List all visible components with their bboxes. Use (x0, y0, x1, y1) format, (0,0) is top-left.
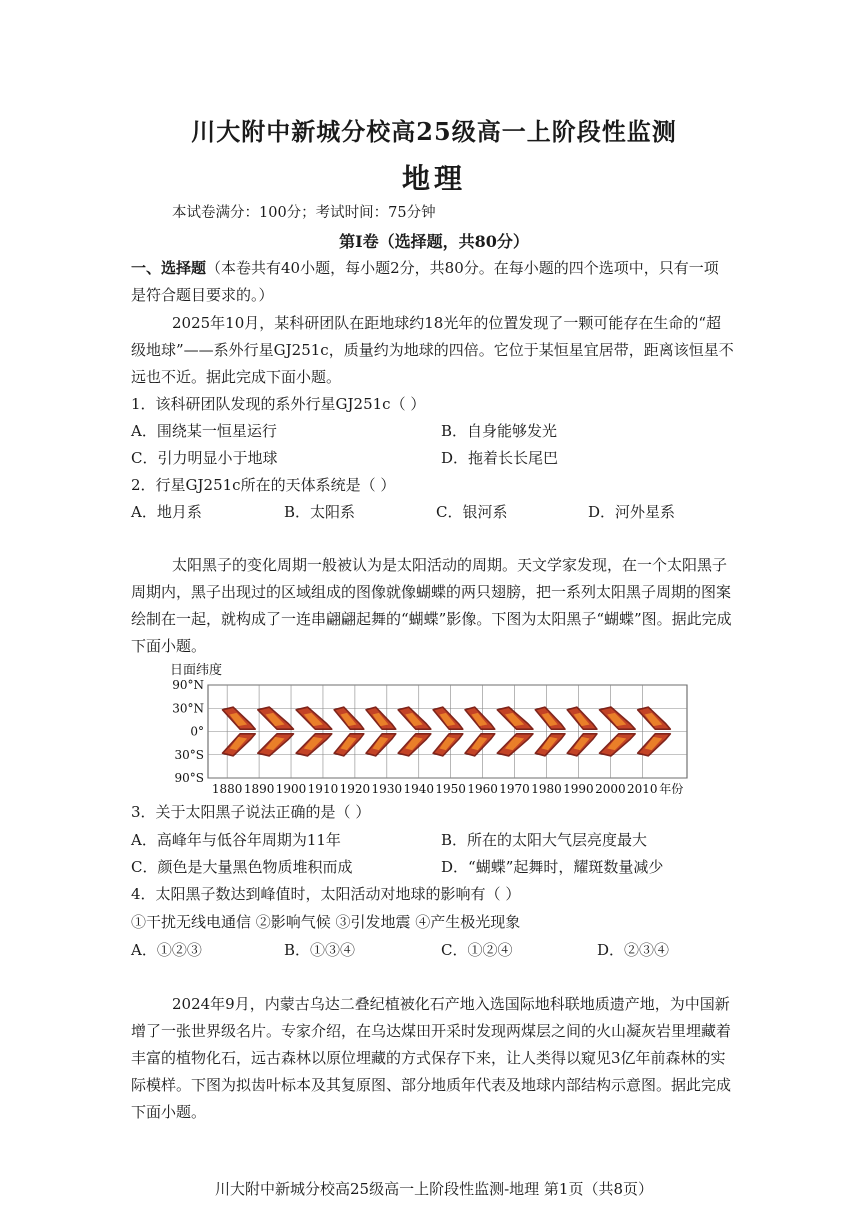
question-2-option-c[interactable]: C．银河系 (436, 503, 508, 521)
section-intro-line-1 (131, 257, 719, 278)
question-3-option-d[interactable]: D．“蝴蝶”起舞时，耀斑数量减少 (441, 858, 664, 876)
question-2-option-a[interactable]: A．地月系 (131, 503, 202, 521)
y-tick-label-2: 0° (190, 724, 204, 739)
passage-3-line-2: 增了一张世界级名片。专家介绍，在乌达煤田开采时发现两煤层之间的火山凝灰岩里埋藏着 (131, 1022, 732, 1040)
x-tick-label-2: 1900 (275, 782, 307, 796)
question-1-option-b[interactable]: B．自身能够发光 (441, 422, 558, 440)
question-1-option-a[interactable]: A．围绕某一恒星运行 (131, 422, 277, 440)
passage-3-line-4: 际模样。下图为拟齿叶标本及其复原图、部分地质年代表及地球内部结构示意图。据此完成 (131, 1076, 732, 1094)
section-label: 一、选择题 (131, 259, 207, 277)
x-tick-label-11: 1990 (563, 782, 594, 796)
y-axis-label: 日面纬度 (170, 663, 223, 678)
question-4-option-b[interactable]: B．①③④ (284, 941, 356, 959)
x-tick-label-4: 1920 (339, 782, 371, 796)
x-tick-label-5: 1930 (371, 782, 403, 796)
y-tick-label-0: 90°N (172, 678, 204, 692)
passage-2-line-1: 太阳黑子的变化周期一般被认为是太阳活动的周期。天文学家发现，在一个太阳黑子 (172, 556, 728, 574)
x-tick-label-7: 1950 (435, 782, 466, 796)
x-tick-label-6: 1940 (403, 782, 435, 796)
passage-1-line-1: 2025年10月，某科研团队在距地球约18光年的位置发现了一颗可能存在生命的“超 (172, 314, 722, 332)
y-tick-label-1: 30°N (172, 701, 204, 716)
x-tick-label-10: 1980 (531, 782, 562, 796)
question-2-option-d[interactable]: D．河外星系 (588, 503, 676, 521)
passage-3-line-3: 丰富的植物化石，远古森林以原位埋藏的方式保存下来，让人类得以窥见3亿年前森林的实 (131, 1049, 726, 1067)
question-3-option-a[interactable]: A．高峰年与低谷年周期为11年 (131, 831, 341, 849)
question-2-stem: 2．行星GJ251c所在的天体系统是（ ） (131, 476, 396, 494)
x-tick-label-9: 1970 (499, 782, 530, 796)
x-axis-unit: 年份 (659, 782, 684, 796)
question-3-option-b[interactable]: B．所在的太阳大气层亮度最大 (441, 831, 648, 849)
passage-2-line-2: 周期内，黑子出现过的区域组成的图像就像蝴蝶的两只翅膀，把一系列太阳黑子周期的图案 (131, 583, 732, 601)
y-tick-label-4: 90°S (174, 771, 204, 785)
passage-2-line-4: 下面小题。 (131, 637, 207, 655)
question-4-stem: 4．太阳黑子数达到峰值时，太阳活动对地球的影响有（ ） (131, 885, 521, 903)
section-heading: 第Ⅰ卷（选择题，共80分） (339, 232, 529, 251)
subject-title: 地理 (401, 162, 466, 195)
x-tick-label-13: 2010 (627, 782, 658, 796)
question-1-option-c[interactable]: C．引力明显小于地球 (131, 449, 278, 467)
page-footer: 川大附中新城分校高25级高一上阶段性监测-地理 第1页（共8页） (214, 1180, 653, 1198)
question-4-items: ①干扰无线电通信 ②影响气候 ③引发地震 ④产生极光现象 (131, 913, 521, 931)
exam-info: 本试卷满分：100分；考试时间：75分钟 (172, 205, 436, 221)
passage-1-line-3: 远也不近。据此完成下面小题。 (131, 368, 342, 386)
x-tick-label-1: 1890 (243, 782, 275, 796)
x-tick-label-12: 2000 (595, 782, 626, 796)
question-2-option-b[interactable]: B．太阳系 (284, 503, 356, 521)
question-4-option-a[interactable]: A．①②③ (131, 941, 202, 959)
exam-title: 川大附中新城分校高25级高一上阶段性监测 (191, 117, 677, 146)
question-1-option-d[interactable]: D．拖着长长尾巴 (441, 449, 559, 467)
passage-3-line-5: 下面小题。 (131, 1103, 207, 1121)
passage-1-line-2: 级地球”——系外行星GJ251c，质量约为地球的四倍。它位于某恒星宜居带，距离该恒星不 (131, 341, 734, 359)
x-tick-label-0: 1880 (211, 782, 243, 796)
y-tick-label-3: 30°S (174, 747, 204, 762)
question-3-stem: 3．关于太阳黑子说法正确的是（ ） (131, 803, 371, 821)
passage-3-line-1: 2024年9月，内蒙古乌达二叠纪植被化石产地入选国际地科联地质遗产地，为中国新 (172, 995, 730, 1013)
section-intro-text: （本卷共有40小题，每小题2分，共80分。在每小题的四个选项中，只有一项 (206, 259, 719, 277)
butterfly-diagram (160, 660, 720, 800)
question-4-option-d[interactable]: D．②③④ (597, 941, 670, 959)
question-3-option-c[interactable]: C．颜色是大量黑色物质堆积而成 (131, 858, 353, 876)
question-1-stem: 1．该科研团队发现的系外行星GJ251c（ ） (131, 395, 426, 413)
x-tick-label-8: 1960 (467, 782, 498, 796)
butterfly-chart-svg (160, 660, 720, 800)
section-intro-line-2: 是符合题目要求的。） (131, 286, 274, 304)
question-4-option-c[interactable]: C．①②④ (441, 941, 513, 959)
x-tick-label-3: 1910 (307, 782, 339, 796)
passage-2-line-3: 绘制在一起，就构成了一连串翩翩起舞的“蝴蝶”影像。下图为太阳黑子“蝴蝶”图。据此完成 (131, 610, 732, 628)
